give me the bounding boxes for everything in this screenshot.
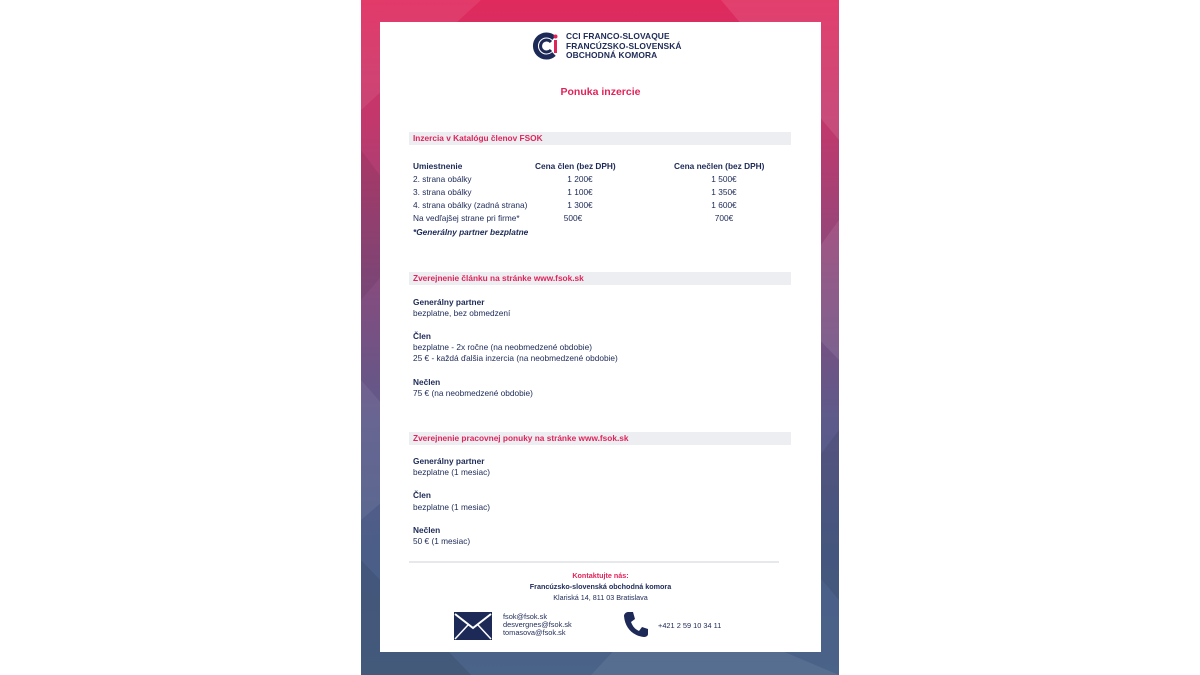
cci-logo-icon bbox=[532, 31, 562, 61]
section-header-catalog bbox=[409, 132, 791, 145]
table-row-member-price: 500€ bbox=[563, 213, 583, 223]
table-row-member-price: 1 100€ bbox=[567, 187, 593, 197]
catalog-note: *Generálny partner bezplatne bbox=[413, 227, 529, 237]
contact-organization: Francúzsko-slovenská obchodná komora bbox=[529, 582, 672, 591]
group-line: 25 € - každá ďalšia inzercia (na neobmedzené obdobie) bbox=[413, 353, 618, 363]
section-title-article: Zverejnenie článku na stránke www.fsok.sk bbox=[413, 273, 584, 283]
column-header-nonmember-price: Cena nečlen (bez DPH) bbox=[674, 161, 765, 171]
group-line: 50 € (1 mesiac) bbox=[413, 536, 471, 546]
logo-line-3: OBCHODNÁ KOMORA bbox=[566, 50, 658, 61]
table-row-placement: 4. strana obálky (zadná strana) bbox=[413, 200, 528, 210]
group-title-member: Člen bbox=[413, 331, 431, 341]
logo-line-1: CCI FRANCO-SLOVAQUE bbox=[566, 31, 670, 41]
page-title: Ponuka inzercie bbox=[560, 86, 641, 98]
divider bbox=[409, 561, 779, 563]
group-title-general-partner: Generálny partner bbox=[413, 297, 485, 307]
table-row-placement: 2. strana obálky bbox=[413, 174, 472, 184]
contact-emails bbox=[503, 613, 572, 638]
group-line: bezplatne (1 mesiac) bbox=[413, 467, 491, 477]
section-title-catalog: Inzercia v Katalógu členov FSOK bbox=[413, 133, 543, 143]
table-row-member-price: 1 300€ bbox=[567, 200, 593, 210]
table-row-nonmember-price: 1 350€ bbox=[711, 187, 737, 197]
contact-address: Klariská 14, 811 03 Bratislava bbox=[553, 593, 648, 602]
section-header-article bbox=[409, 272, 791, 285]
group-line: bezplatne (1 mesiac) bbox=[413, 502, 491, 512]
cci-logo bbox=[532, 31, 692, 63]
table-row-nonmember-price: 700€ bbox=[714, 213, 734, 223]
table-row-nonmember-price: 1 600€ bbox=[711, 200, 737, 210]
group-title-member: Člen bbox=[413, 490, 431, 500]
phone-icon bbox=[623, 611, 649, 638]
email-link[interactable]: fsok@fsok.sk bbox=[503, 612, 548, 621]
table-row-member-price: 1 200€ bbox=[567, 174, 593, 184]
contact-title: Kontaktujte nás: bbox=[572, 571, 629, 580]
group-title-general-partner: Generálny partner bbox=[413, 456, 485, 466]
group-line: 75 € (na neobmedzené obdobie) bbox=[413, 388, 533, 398]
contact-phone[interactable]: +421 2 59 10 34 11 bbox=[658, 621, 722, 630]
envelope-icon bbox=[454, 612, 492, 640]
logo-line-2: FRANCÚZSKO-SLOVENSKÁ bbox=[566, 40, 682, 51]
section-title-job: Zverejnenie pracovnej ponuky na stránke www.fsok.sk bbox=[413, 433, 629, 443]
group-line: bezplatne - 2x ročne (na neobmedzené obdobie) bbox=[413, 342, 592, 352]
section-header-job bbox=[409, 432, 791, 445]
document-page bbox=[380, 22, 821, 652]
group-line: bezplatne, bez obmedzení bbox=[413, 308, 511, 318]
table-row-placement: Na vedľajšej strane pri firme* bbox=[413, 213, 520, 223]
column-header-member-price: Cena člen (bez DPH) bbox=[535, 161, 616, 171]
table-row-nonmember-price: 1 500€ bbox=[711, 174, 737, 184]
group-title-nonmember: Nečlen bbox=[413, 377, 441, 387]
group-title-nonmember: Nečlen bbox=[413, 525, 441, 535]
table-row-placement: 3. strana obálky bbox=[413, 187, 472, 197]
email-link[interactable]: desvergnes@fsok.sk bbox=[503, 620, 572, 630]
column-header-placement: Umiestnenie bbox=[413, 161, 463, 171]
email-link[interactable]: tomasova@fsok.sk bbox=[503, 628, 566, 638]
